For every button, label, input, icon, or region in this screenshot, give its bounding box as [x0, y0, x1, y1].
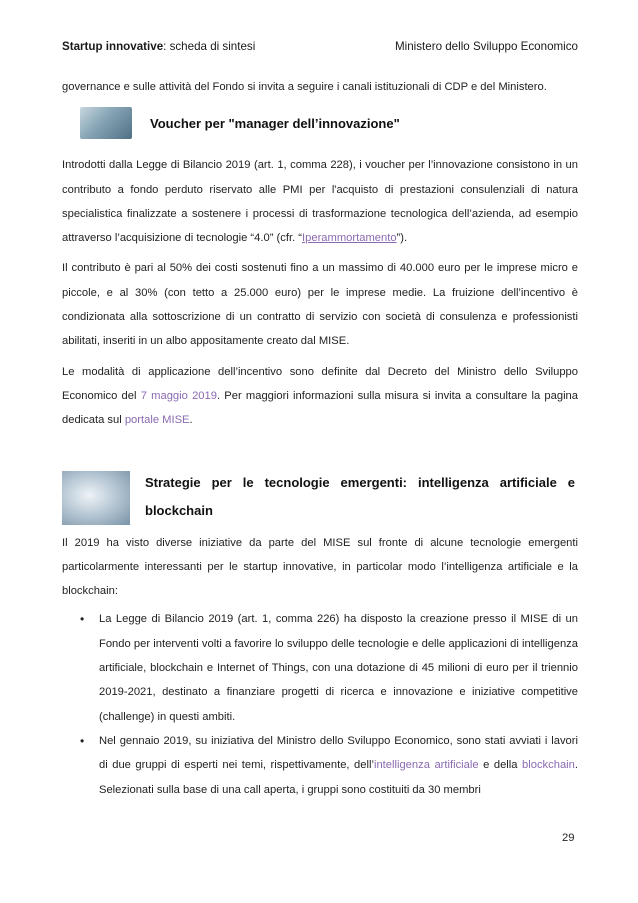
page-content: [62, 75, 578, 802]
section-thumbnail: [62, 471, 130, 525]
paragraph-voucher-decree: Le modalità di applicazione dell’incentivo sono definite dal Decreto del Ministro dello Sviluppo Economico del 7 maggio 2019. Per maggiori informazioni sulla misura si invita a consultare la pagina dedicata sul portale MISE.: [62, 365, 578, 427]
portale-mise-link[interactable]: portale MISE: [124, 414, 190, 427]
section-title: Voucher per "manager dell’innovazione": [150, 115, 400, 131]
list-item: • La Legge di Bilancio 2019 (art. 1, comma 226) ha disposto la creazione presso il MISE di un Fondo per interventi volti a favorire lo sviluppo delle tecnologie e delle applicazioni di intelligenza artificiale, blockchain e Internet of Things, con una dotazione di 45 milioni di euro per il triennio 2019-2021, destinato a finanziare progetti di ricerca e innovazione e iniziative competitive (challenge) in questi ambiti.: [99, 607, 578, 728]
list-item: • Nel gennaio 2019, su iniziativa del Ministro dello Sviluppo Economico, sono stati avviati i lavori di due gruppi di esperti nei temi, rispettivamente, dell’intelligenza artificiale e della blockchain. Selezionati sulla base di una call aperta, i gruppi sono costituiti da 30 membri: [99, 729, 578, 802]
header-ministry: Ministero dello Sviluppo Economico: [394, 40, 578, 53]
blockchain-link[interactable]: blockchain: [522, 759, 575, 772]
bullet-list: [62, 607, 578, 801]
section-title: Strategie per le tecnologie emergenti: intelligenza artificiale e blockchain: [145, 474, 575, 518]
paragraph-emerging-intro: Il 2019 ha visto diverse iniziative da parte del MISE sul fronte di alcune tecnologie emergenti particolarmente interessanti per le startup innovative, in particolar modo l’intelligenza artificiale e la blockchain:: [62, 536, 578, 598]
ai-link[interactable]: intelligenza artificiale: [373, 759, 479, 772]
section-thumbnail: [80, 107, 132, 139]
section-heading-emerging-tech: [62, 469, 578, 525]
paragraph-governance: governance e sulle attività del Fondo si invita a seguire i canali istituzionali di CDP e del Ministero.: [62, 81, 547, 93]
paragraph-voucher-intro: Introdotti dalla Legge di Bilancio 2019 (art. 1, comma 228), i voucher per l’innovazione consistono in un contributo a fondo perduto riservato alle PMI per l'acquisto di prestazioni consulenziali di natura specialistica finalizzate a sostenere i processi di trasformazione tecnologica dell’azienda, ad esempio attraverso l’acquisizione di tecnologie “4.0” (cfr. “Iperammortamento”).: [62, 159, 578, 245]
decree-date-link[interactable]: 7 maggio 2019: [140, 389, 217, 402]
header-title: Startup innovative: scheda di sintesi: [62, 40, 256, 53]
page-number: 29: [562, 832, 575, 844]
section-heading-voucher: [62, 99, 578, 147]
iperammortamento-link[interactable]: Iperammortamento: [302, 232, 397, 245]
page-header: [62, 40, 578, 53]
paragraph-voucher-amount: Il contributo è pari al 50% dei costi sostenuti fino a un massimo di 40.000 euro per le imprese micro e piccole, e al 30% (con tetto a 25.000 euro) per le imprese medie. La fruizione dell’incentivo è condizionata alla sottoscrizione di un contratto di servizio con società di consulenza e professionisti abilitati, inseriti in un albo appositamente creato dal MISE.: [62, 262, 578, 348]
